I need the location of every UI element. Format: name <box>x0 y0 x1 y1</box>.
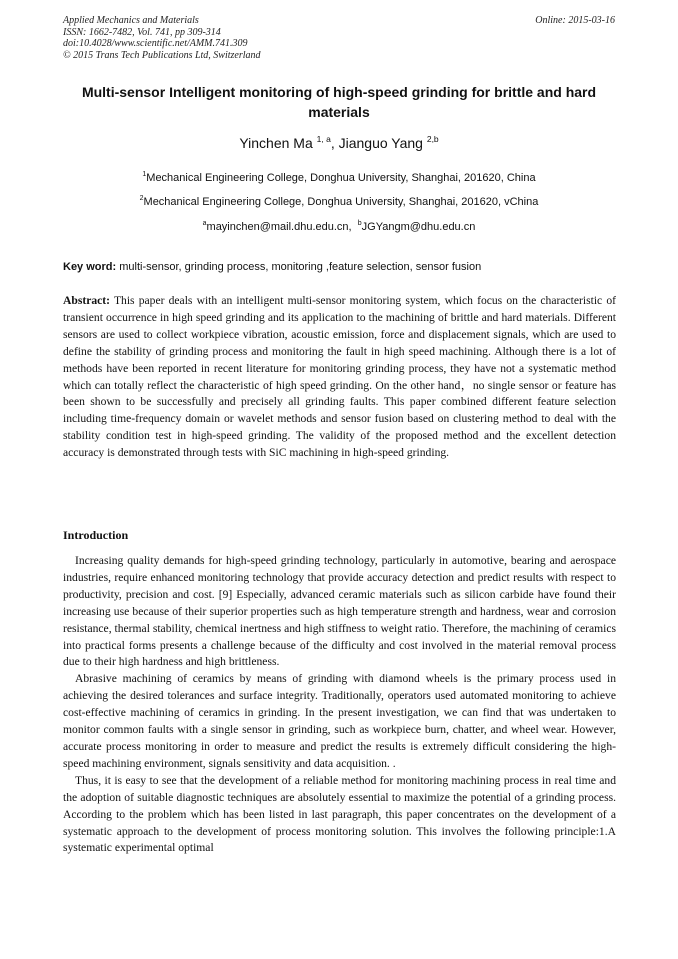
keywords-label: Key word: <box>63 261 117 273</box>
copyright-line: © 2015 Trans Tech Publications Ltd, Switzerland <box>63 49 261 61</box>
author-2-name: Jianguo Yang <box>338 135 423 151</box>
issn-line: ISSN: 1662-7482, Vol. 741, pp 309-314 <box>63 26 221 38</box>
email-line <box>0 220 678 234</box>
journal-header <box>63 15 261 61</box>
affiliation-1-text: Mechanical Engineering College, Donghua University, Shanghai, 201620, China <box>146 172 536 184</box>
email-a: mayinchen@mail.dhu.edu.cn, <box>206 221 352 233</box>
email-b-superscript: b <box>357 220 362 227</box>
paper-title: Multi-sensor Intelligent monitoring of high-speed grinding for brittle and hard materials <box>81 84 597 120</box>
author-1-name: Yinchen Ma <box>239 135 313 151</box>
doi-line: doi:10.4028/www.scientific.net/AMM.741.309 <box>63 38 248 49</box>
section-heading-introduction: Introduction <box>63 528 129 542</box>
journal-name: Applied Mechanics and Materials <box>63 15 199 26</box>
affiliation-1 <box>0 171 678 185</box>
author-1-superscript: 1, a <box>316 134 331 144</box>
affiliation-2-superscript: 2 <box>139 195 144 202</box>
email-a-superscript: a <box>202 220 207 227</box>
intro-paragraph-3: Thus, it is easy to see that the development of a reliable method for monitoring machining process in real time and the adoption of suitable diagnostic techniques are absolutely essential to maximize the potential of a grinding process. According to the problem which has been listed in last paragraph, this paper concentrates on the development of a systematic approach to the development of process monitoring solution. This involves the following principle:1.A systematic experimental optimal <box>63 773 616 855</box>
abstract-label: Abstract: <box>63 294 111 307</box>
author-2-superscript: 2,b <box>426 134 439 144</box>
author-separator: , <box>330 135 339 151</box>
email-b: JGYangm@dhu.edu.cn <box>361 221 476 233</box>
abstract-text: This paper deals with an intelligent multi-sensor monitoring system, which focus on the characteristic of transient occurrence in high speed grinding and its application to the machining of brittle and hard materials. Different sensors are used to collect workpiece vibration, acoustic emission, force and displacement signals, which are used to define the stability of grinding process and monitoring the fault in high speed machining. Although there is a lot of methods have been reported in recent literature for monitoring grinding process, they have not a systematic method which can totally reflect the characteristic of high speed grinding. On the other hand，no single sensor or feature has been shown to be successfully and precisely all grinding faults. This paper combined different feature selection including time-frequency domain or wavelet methods and sensor fusion based on clustering method to deal with the stability condition test in high-speed grinding. The validity of the proposed method and the excellent detection accuracy is demonstrated through tests with SiC machining in high-speed grinding. <box>63 294 616 460</box>
keywords <box>63 260 618 274</box>
intro-paragraph-1: Increasing quality demands for high-speed grinding technology, particularly in automotive, bearing and aerospace industries, require enhanced monitoring technology that provide accuracy detection and predict results with respect to productivity, precision and cost. [9] Especially, advanced ceramic materials such as silicon carbide have found their increasing use because of their superior properties such as high temperature strength and hardness, wear and corrosion resistance, thermal stability, chemical inertness and high stiffness to weight ratio. Therefore, the machining of ceramics into practical forms presents a challenge because of the difficulty and cost involved in the material removal process due to their high hardness and high brittleness. <box>63 554 616 669</box>
affiliation-2 <box>0 195 678 209</box>
affiliation-1-superscript: 1 <box>142 171 147 178</box>
author-line <box>0 134 678 152</box>
keywords-text: multi-sensor, grinding process, monitoring ,feature selection, sensor fusion <box>116 261 482 273</box>
introduction-body <box>63 553 616 857</box>
intro-paragraph-2: Abrasive machining of ceramics by means of grinding with diamond wheels is the primary process used in achieving the desired tolerances and surface integrity. Traditionally, operators used automated monitoring to achieve cost-effective machining of ceramics in grinding. In the present investigation, we can find that was undertaken to monitor common faults with a single sensor in grinding, such as workpiece burn, chatter, and wheel wear. However, accurate process monitoring in order to measure and predict the results is extremely difficult considering the high-speed machining environment, signals sensitivity and data acquisition. . <box>63 672 616 770</box>
affiliation-2-text: Mechanical Engineering College, Donghua University, Shanghai, 201620, vChina <box>143 196 539 208</box>
abstract <box>63 293 616 462</box>
online-date: Online: 2015-03-16 <box>535 15 615 26</box>
